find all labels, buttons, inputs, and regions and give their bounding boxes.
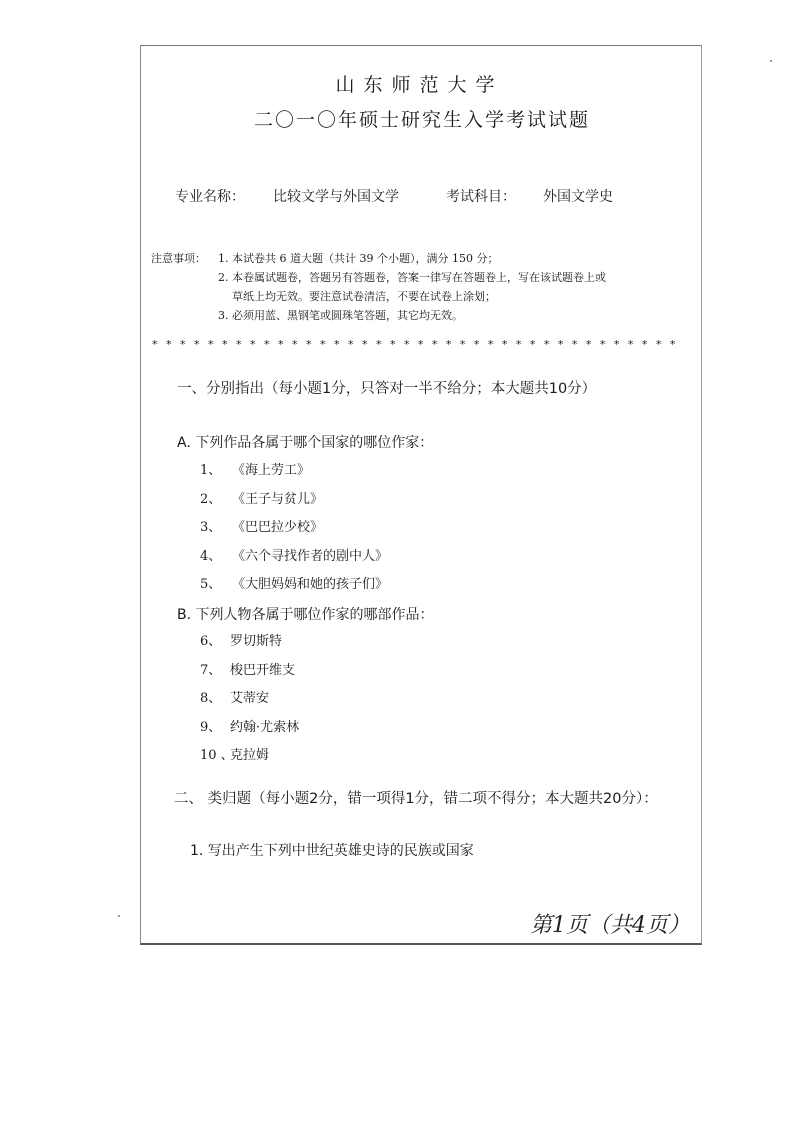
list-item-number: 2、 [200, 491, 222, 507]
list-item-text: 罗切斯特 [230, 634, 283, 649]
list-item-text: 《六个寻找作者的剧中人》 [232, 548, 389, 564]
note-line: 1. 本试卷共 6 道大题（共计 39 个小题），满分 150 分； [218, 252, 499, 265]
list-item-number: 10 、 [200, 748, 234, 763]
list-item-text: 艾蒂安 [230, 691, 270, 706]
major-label: 专业名称： [175, 189, 245, 205]
list-item-number: 6、 [200, 634, 222, 649]
section2-title: 二、 类归题（每小题2分，错一项得1分，错二项不得分；本大题共20分）： [174, 791, 658, 807]
separator-stars: * * * * * * * * * * * * * * * * * * * * * * * * * * * * * * * * * * * * * * [152, 338, 678, 351]
major-value: 比较文学与外国文学 [273, 189, 399, 205]
list-item-number: 4、 [200, 548, 222, 564]
list-item-number: 9、 [200, 719, 222, 735]
list-item-number: 7、 [200, 662, 222, 678]
part-b-heading: B. 下列人物各属于哪位作家的哪部作品： [177, 607, 434, 623]
list-item-text: 《大胆妈妈和她的孩子们》 [232, 577, 389, 592]
part-a-heading: A. 下列作品各属于哪个国家的哪位作家： [177, 435, 434, 451]
list-item-text: 克拉姆 [230, 748, 270, 763]
note-line: 2. 本卷属试题卷，答题另有答题卷，答案一律写在答题卷上，写在该试题卷上或 [218, 271, 606, 284]
section2-question-1: 1. 写出产生下列中世纪英雄史诗的民族或国家 [190, 843, 474, 859]
section1-title: 一、分别指出（每小题1分，只答对一半不给分；本大题共10分） [177, 381, 597, 397]
page-number-handwritten: 第1页（共4页） [530, 913, 690, 938]
subject-label: 考试科目： [446, 189, 516, 205]
list-item-number: 8、 [200, 691, 222, 706]
list-item-number: 5、 [200, 577, 222, 592]
list-item-text: 约翰·尤索林 [230, 719, 300, 735]
list-item-number: 1、 [200, 463, 222, 478]
note-line: 草纸上均无效。要注意试卷清洁，不要在试卷上涂划； [232, 290, 496, 303]
list-item-number: 3、 [200, 520, 222, 535]
page-border [140, 45, 702, 945]
subject-value: 外国文学史 [543, 189, 613, 205]
list-item-text: 《海上劳工》 [232, 463, 311, 478]
list-item-text: 梭巴开维支 [230, 662, 296, 678]
exam-title: 二〇一〇年硕士研究生入学考试试题 [253, 109, 590, 131]
scan-speck [770, 60, 772, 62]
notes-label: 注意事项： [151, 252, 206, 265]
note-line: 3. 必须用蓝、黑钢笔或圆珠笔答题，其它均无效。 [218, 309, 463, 322]
list-item-text: 《王子与贫儿》 [232, 491, 324, 507]
university-name: 山东师范大学 [335, 74, 504, 96]
scan-speck [118, 915, 120, 917]
list-item-text: 《巴巴拉少校》 [232, 520, 324, 535]
